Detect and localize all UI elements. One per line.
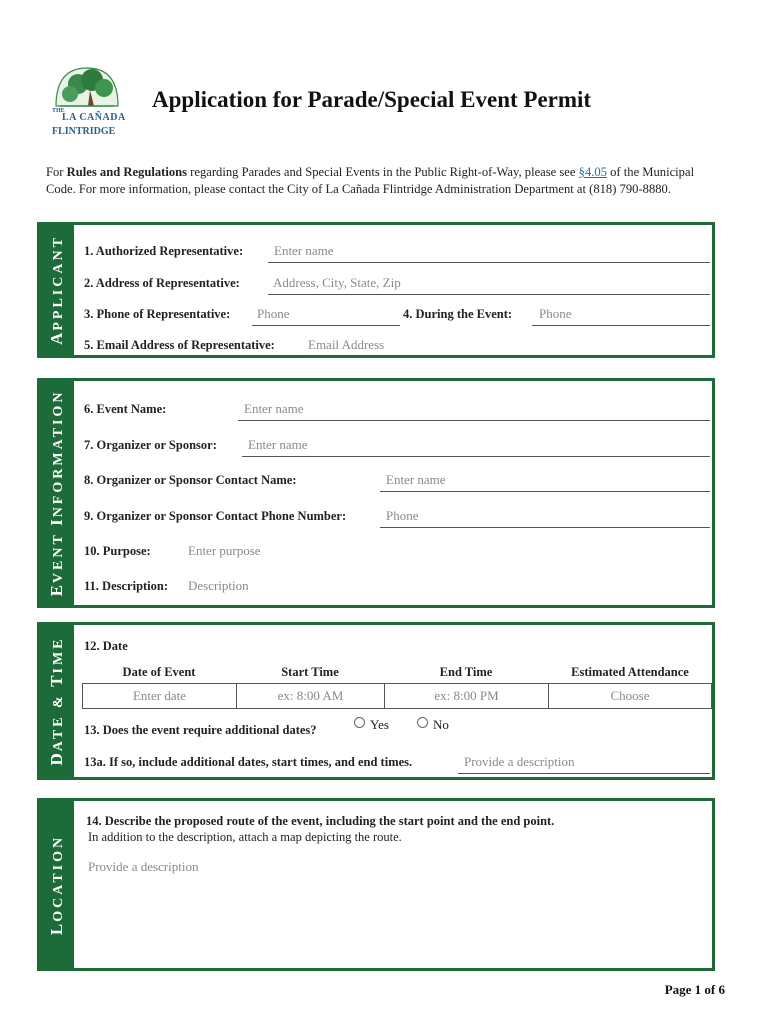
intro-bold: Rules and Regulations bbox=[66, 165, 188, 179]
additional-detail-label: 13a. If so, include additional dates, start times, and end times. bbox=[84, 755, 413, 769]
page-number: Page 1 of 6 bbox=[664, 982, 725, 997]
page-title: Application for Parade/Special Event Permit bbox=[152, 87, 592, 112]
purpose-label: 10. Purpose: bbox=[84, 544, 151, 558]
end-time-input[interactable]: ex: 8:00 PM bbox=[384, 683, 549, 709]
organizer-underline bbox=[242, 456, 710, 457]
contact-phone-label: 9. Organizer or Sponsor Contact Phone Number: bbox=[84, 509, 347, 523]
email-input[interactable]: Email Address bbox=[308, 337, 385, 352]
date-time-side-label: DATE & TIME bbox=[47, 636, 66, 766]
yes-radio-label: Yes bbox=[370, 717, 389, 732]
route-note: In addition to the description, attach a map depicting the route. bbox=[88, 830, 402, 844]
applicant-sidebar bbox=[40, 225, 74, 355]
rep-label: 1. Authorized Representative: bbox=[84, 244, 244, 258]
date-label: 12. Date bbox=[84, 639, 128, 653]
col-date-of-event: Date of Event bbox=[122, 665, 196, 679]
location-section bbox=[37, 798, 715, 971]
contact-phone-input[interactable]: Phone bbox=[386, 508, 419, 523]
description-input[interactable]: Description bbox=[188, 578, 249, 593]
applicant-section bbox=[37, 222, 715, 358]
attendance-select[interactable]: Choose bbox=[548, 683, 712, 709]
logo-text-top: THE bbox=[52, 108, 65, 114]
location-side-label: LOCATION bbox=[47, 834, 66, 935]
route-label: 14. Describe the proposed route of the event, including the start point and the end point. bbox=[86, 814, 555, 828]
during-event-label: 4. During the Event: bbox=[403, 307, 513, 321]
location-sidebar bbox=[40, 801, 74, 968]
contact-phone-underline bbox=[380, 527, 710, 528]
additional-detail-underline bbox=[458, 773, 710, 774]
applicant-side-label: APPLICANT bbox=[47, 235, 66, 345]
during-event-underline bbox=[532, 325, 710, 326]
date-of-event-input[interactable]: Enter date bbox=[82, 683, 237, 709]
event-info-sidebar bbox=[40, 381, 74, 605]
description-label: 11. Description: bbox=[84, 579, 169, 593]
organizer-label: 7. Organizer or Sponsor: bbox=[84, 438, 217, 452]
phone-label: 3. Phone of Representative: bbox=[84, 307, 231, 321]
additional-detail-input[interactable]: Provide a description bbox=[464, 754, 575, 769]
address-label: 2. Address of Representative: bbox=[84, 276, 240, 290]
phone-underline bbox=[252, 325, 400, 326]
additional-dates-label: 13. Does the event require additional dates? bbox=[84, 723, 317, 737]
rep-underline bbox=[268, 262, 710, 263]
event-information-section bbox=[37, 378, 715, 608]
purpose-input[interactable]: Enter purpose bbox=[188, 543, 261, 558]
contact-name-underline bbox=[380, 491, 710, 492]
contact-name-label: 8. Organizer or Sponsor Contact Name: bbox=[84, 473, 297, 487]
phone-input[interactable]: Phone bbox=[257, 306, 290, 321]
contact-name-input[interactable]: Enter name bbox=[386, 472, 446, 487]
yes-radio[interactable] bbox=[354, 717, 389, 733]
email-underline bbox=[302, 357, 710, 358]
route-description-input[interactable]: Provide a description bbox=[88, 859, 199, 874]
event-name-input[interactable]: Enter name bbox=[244, 401, 304, 416]
yes-radio-circle bbox=[354, 717, 365, 728]
logo-text-main: LA CAÑADA bbox=[62, 112, 126, 123]
date-time-sidebar bbox=[40, 625, 74, 777]
event-info-side-label: EVENT INFORMATION bbox=[47, 389, 66, 597]
email-label: 5. Email Address of Representative: bbox=[84, 338, 275, 352]
intro-paragraph bbox=[46, 164, 716, 198]
no-radio-label: No bbox=[433, 717, 449, 732]
col-start-time: Start Time bbox=[281, 665, 339, 679]
logo-text-sub: FLINTRIDGE bbox=[52, 126, 116, 137]
col-estimated-attendance: Estimated Attendance bbox=[571, 665, 689, 679]
address-underline bbox=[268, 294, 710, 295]
address-input[interactable]: Address, City, State, Zip bbox=[273, 275, 401, 290]
city-logo bbox=[50, 62, 124, 142]
rep-input[interactable]: Enter name bbox=[274, 243, 334, 258]
municipal-code-link[interactable]: §4.05 bbox=[578, 165, 607, 179]
col-end-time: End Time bbox=[439, 665, 493, 679]
no-radio[interactable] bbox=[417, 717, 449, 733]
event-name-underline bbox=[238, 420, 710, 421]
no-radio-circle bbox=[417, 717, 428, 728]
intro-text-1: For bbox=[46, 165, 67, 179]
intro-text-3: of the Municipal Code. For more information, please contact the City of La Cañada Flintridge Administration Department at (818) 790-8880. bbox=[46, 165, 695, 196]
start-time-input[interactable]: ex: 8:00 AM bbox=[236, 683, 385, 709]
organizer-input[interactable]: Enter name bbox=[248, 437, 308, 452]
intro-text-2: regarding Parades and Special Events in the Public Right-of-Way, please see bbox=[187, 165, 579, 179]
date-time-section bbox=[37, 622, 715, 780]
during-event-phone-input[interactable]: Phone bbox=[539, 306, 572, 321]
event-name-label: 6. Event Name: bbox=[84, 402, 167, 416]
